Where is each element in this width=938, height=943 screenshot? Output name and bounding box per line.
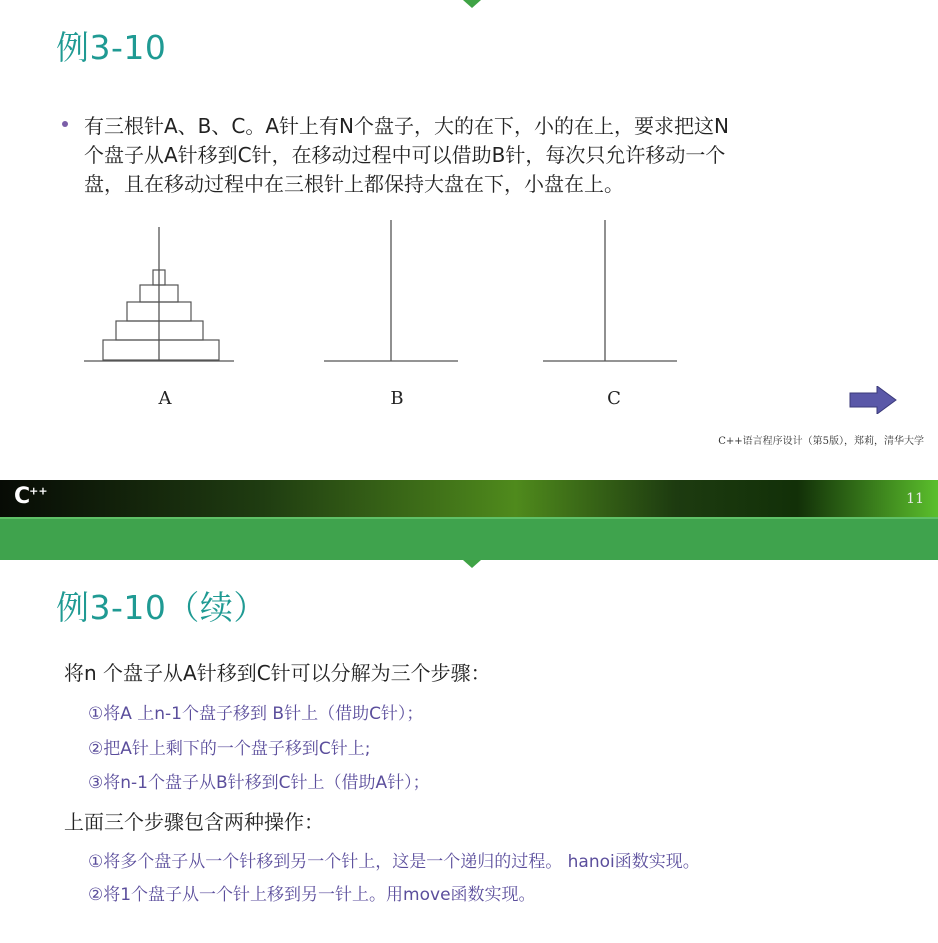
right-arrow-icon[interactable] xyxy=(849,386,897,414)
slide-header-band xyxy=(0,480,938,560)
decomposition-intro: 将n 个盘子从A针移到C针可以分解为三个步骤： xyxy=(64,661,491,685)
footer-credit: C++语言程序设计（第5版），郑莉，清华大学 xyxy=(718,436,924,447)
disk-5 xyxy=(103,340,219,360)
cpp-logo: C++ xyxy=(14,484,48,509)
operation-item: ②将1个盘子从一个针上移到另一针上。用move函数实现。 xyxy=(88,885,536,905)
step-item: ②把A针上剩下的一个盘子移到C针上; xyxy=(88,739,371,759)
operations-intro: 上面三个步骤包含两种操作： xyxy=(64,810,324,834)
page-number: 11 xyxy=(906,491,924,507)
peg-b-label: B xyxy=(390,388,404,409)
operation-item: ①将多个盘子从一个针移到另一个针上，这是一个递归的过程。 hanoi函数实现。 xyxy=(88,852,700,872)
peg-c xyxy=(543,220,677,361)
problem-statement xyxy=(84,112,884,199)
top-notch-marker xyxy=(463,0,481,8)
slide-title: 例3-10 xyxy=(56,28,167,67)
step-item: ③将n-1个盘子从B针移到C针上（借助A针）； xyxy=(88,773,430,793)
peg-a-label: A xyxy=(158,388,172,409)
bullet-dot xyxy=(62,121,68,127)
top-notch-marker xyxy=(463,560,481,568)
peg-b xyxy=(324,220,458,361)
peg-a xyxy=(84,227,234,361)
hanoi-diagram xyxy=(0,200,760,415)
problem-line: 个盘子从A针移到C针，在移动过程中可以借助B针，每次只允许移动一个 xyxy=(84,143,726,167)
band-green-strip xyxy=(0,517,938,562)
problem-line: 盘，且在移动过程中在三根针上都保持大盘在下，小盘在上。 xyxy=(84,172,624,196)
problem-line: 有三根针A、B、C。A针上有N个盘子，大的在下，小的在上，要求把这N xyxy=(84,114,729,138)
slide-2 xyxy=(0,560,938,943)
band-dark-strip xyxy=(0,480,938,517)
peg-c-label: C xyxy=(607,388,621,409)
step-item: ①将A 上n-1个盘子移到 B针上（借助C针）； xyxy=(88,704,424,724)
slide-title: 例3-10（续） xyxy=(56,588,267,627)
